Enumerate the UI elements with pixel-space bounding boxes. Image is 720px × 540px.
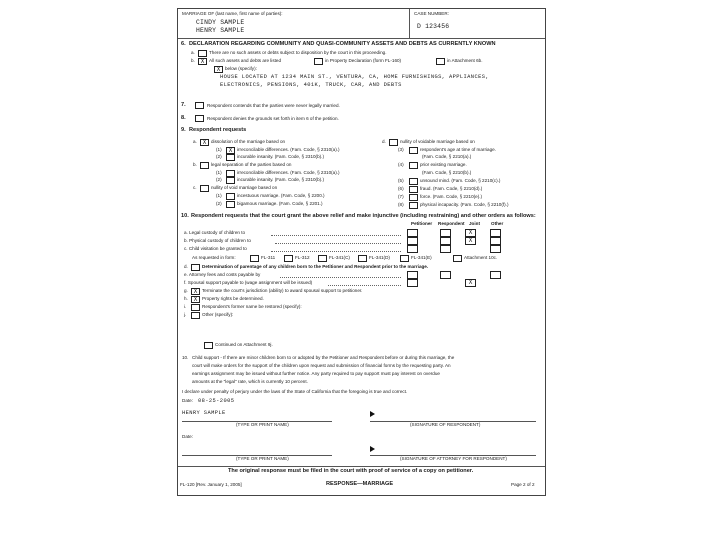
form-fl312: FL-312 — [295, 255, 310, 260]
section9d4-checkbox[interactable] — [409, 162, 418, 169]
form-fl341c-checkbox[interactable] — [318, 255, 327, 262]
spousal-support-joint[interactable]: X — [465, 279, 476, 287]
petitioner-name: CINDY SAMPLE — [196, 19, 245, 26]
physical-custody-joint[interactable]: X — [465, 237, 476, 245]
section9c-label: c. — [193, 185, 197, 190]
child-support-line2: court will make orders for the support of the children upon request and submission of financial forms by the requesting party. An — [192, 363, 451, 368]
section6-num: 6. — [181, 41, 186, 47]
section9d3-text2: (Fam. Code, § 2210(a).) — [422, 154, 472, 159]
section6b-below-text: below (specify): — [225, 66, 257, 71]
page-number: Page 2 of 2 — [511, 482, 535, 487]
attachment-10c: Attachment 10c. — [464, 255, 498, 260]
section10b-text: b. Physical custody of children to — [184, 238, 251, 243]
form-fl341c: FL-341(C) — [329, 255, 350, 260]
section10c-text: c. Child visitation be granted to — [184, 246, 247, 251]
section10e-leader — [280, 277, 401, 278]
col-petitioner: Petitioner — [411, 221, 433, 226]
section9a1-text: irreconcilable differences. (Fam. Code, § 2310(a).) — [237, 147, 340, 152]
section10i-label: i. — [184, 304, 187, 309]
section6a-text: There are no such assets or debts subject to disposition by the court in this proceeding. — [209, 50, 387, 55]
section9c1-num: (1) — [216, 193, 222, 198]
section9d8-num: (8) — [398, 202, 404, 207]
date-label-1: Date: — [182, 398, 193, 403]
legal-custody-other[interactable] — [490, 229, 501, 237]
assets-line-2: ELECTRONICS, PENSIONS, 401K, TRUCK, CAR, AND DEBTS — [220, 82, 402, 88]
type-print-label-1: (TYPE OR PRINT NAME) — [236, 422, 289, 427]
section9-num: 9. — [181, 127, 186, 133]
col-other: Other — [491, 221, 504, 226]
section9d5-text: unsound mind. (Fam. Code, § 2210(c).) — [420, 178, 501, 183]
attorney-fees-petitioner[interactable] — [407, 271, 418, 279]
section9d-checkbox[interactable] — [389, 139, 398, 146]
section9b1-num: (1) — [216, 170, 222, 175]
case-number-value: D 123456 — [417, 23, 450, 30]
physical-custody-petitioner[interactable] — [407, 237, 418, 245]
section9d6-text: fraud. (Fam. Code, § 2210(d).) — [420, 186, 483, 191]
section9c1-text: incestuous marriage. (Fam. Code, § 2200.) — [237, 193, 325, 198]
section10g-label: g. — [184, 288, 188, 293]
section10c-leader — [271, 251, 401, 252]
section10h-label: h. — [184, 296, 188, 301]
section10-num: 10. — [181, 213, 189, 219]
section9b-text: legal separation of the parties based on — [211, 162, 292, 167]
attachment-10c-checkbox[interactable] — [453, 255, 462, 262]
section9d6-num: (6) — [398, 186, 404, 191]
header-divider — [409, 9, 410, 38]
type-print-label-2: (TYPE OR PRINT NAME) — [236, 456, 289, 461]
section8-checkbox[interactable] — [195, 115, 204, 122]
respondent-name: HENRY SAMPLE — [196, 27, 245, 34]
marriage-of-label: MARRIAGE OF (last name, first name of parties): — [182, 11, 283, 16]
section9a-label: a. — [193, 139, 197, 144]
section10a-leader — [271, 235, 401, 236]
section10h-text: Property rights be determined. — [202, 296, 264, 301]
section9b-checkbox[interactable] — [200, 162, 209, 169]
section6b-text: All such assets and debts are listed — [209, 58, 282, 63]
section7-checkbox[interactable] — [195, 102, 204, 109]
section10i-text: Respondent's former name be restored (specify): — [202, 304, 302, 309]
section10j-checkbox[interactable] — [191, 312, 200, 319]
section9d5-num: (5) — [398, 178, 404, 183]
section10g-text: Terminate the court's jurisdiction (ability) to award spousal support to petitioner. — [202, 288, 363, 293]
section9a-checkbox[interactable]: X — [200, 139, 209, 146]
section6b-property-checkbox[interactable] — [314, 58, 323, 65]
child-support-line4: amounts at the "legal" rate, which is currently 10 percent. — [192, 379, 308, 384]
section9d8-text: physical incapacity. (Fam. Code, § 2210(f).) — [420, 202, 509, 207]
section6b-text3: in Attachment 6b. — [447, 58, 483, 63]
attorney-fees-other[interactable] — [490, 271, 501, 279]
form-fl341d-checkbox[interactable] — [358, 255, 367, 262]
section9-heading: Respondent requests — [189, 127, 247, 133]
form-fl341e-checkbox[interactable] — [400, 255, 409, 262]
section10h-checkbox[interactable]: X — [191, 296, 200, 303]
section9c2-checkbox[interactable] — [226, 201, 235, 208]
col-respondent: Respondent — [438, 221, 465, 226]
section9a2-text: incurable insanity. (Fam. Code, § 2310(b).) — [237, 154, 324, 159]
form-fl312-checkbox[interactable] — [284, 255, 293, 262]
section9b2-checkbox[interactable] — [226, 177, 235, 184]
section10i-checkbox[interactable] — [191, 304, 200, 311]
section9a2-checkbox[interactable] — [226, 154, 235, 161]
section10d-label: d. — [184, 264, 188, 269]
section10d-text: Determination of parentage of any children born to the Petitioner and Respondent prior to the marriage. — [202, 264, 429, 269]
section10d-checkbox[interactable] — [191, 264, 200, 271]
section9b-label: b. — [193, 162, 197, 167]
legal-custody-joint[interactable]: X — [465, 229, 476, 237]
arrow-icon — [370, 411, 375, 417]
section6b-below-checkbox[interactable]: X — [214, 66, 223, 73]
signature-respondent-label: (SIGNATURE OF RESPONDENT) — [410, 422, 481, 427]
section10g-checkbox[interactable]: X — [191, 288, 200, 295]
as-requested-text: As requested in form: — [192, 255, 236, 260]
section9d8-checkbox[interactable] — [409, 202, 418, 209]
perjury-statement: I declare under penalty of perjury under the laws of the State of California that the foregoing is true and correct. — [182, 389, 408, 394]
section10-heading: Respondent requests that the court grant the above relief and make injunctive (including restraining) and other orders as follows: — [191, 213, 536, 219]
arrow-icon — [370, 446, 375, 452]
physical-custody-respondent[interactable] — [440, 237, 451, 245]
date-value-1: 08-25-2005 — [198, 398, 235, 404]
signature-attorney-label: (SIGNATURE OF ATTORNEY FOR RESPONDENT) — [400, 456, 507, 461]
section9d4-text: prior existing marriage. — [420, 162, 467, 167]
visitation-petitioner[interactable] — [407, 245, 418, 253]
section9d-text: nullity of voidable marriage based on — [400, 139, 475, 144]
section9d3-text: respondent's age at time of marriage. — [420, 147, 496, 152]
spousal-support-petitioner[interactable] — [407, 279, 418, 287]
section6a-checkbox[interactable] — [198, 50, 207, 57]
form-fl341d: FL-341(D) — [369, 255, 390, 260]
section9d7-num: (7) — [398, 194, 404, 199]
section9d3-checkbox[interactable] — [409, 147, 418, 154]
section6b-label: b. — [191, 58, 195, 63]
section9c-checkbox[interactable] — [200, 185, 209, 192]
section9c-text: nullity of void marriage based on — [211, 185, 278, 190]
form-page — [177, 8, 546, 496]
section9c2-text: bigamous marriage. (Fam. Code, § 2201.) — [237, 201, 323, 206]
legal-custody-respondent[interactable] — [440, 229, 451, 237]
form-id: FL-120 [Rev. January 1, 2005] — [180, 482, 242, 487]
section6b-checkbox[interactable]: X — [198, 58, 207, 65]
form-fl341e: FL-341(E) — [411, 255, 432, 260]
continued-checkbox[interactable] — [204, 342, 213, 349]
notice-top-rule — [178, 466, 545, 467]
section6a-label: a. — [191, 50, 195, 55]
section9d4-num: (4) — [398, 162, 404, 167]
section6b-text2: in Property Declaration (form FL-160) — [325, 58, 402, 63]
section6b-attachment-checkbox[interactable] — [436, 58, 445, 65]
section10f-text: f. Spousal support payable to (wage assignment will be issued) — [184, 280, 313, 285]
section9a-text: dissolution of the marriage based on — [211, 139, 286, 144]
section9d-label: d. — [382, 139, 386, 144]
section9d5-checkbox[interactable] — [409, 178, 418, 185]
child-support-line3: earnings assignment may be issued without further notice. Any party required to pay support must pay interest on overdue — [192, 371, 440, 376]
section7-num: 7. — [181, 102, 186, 108]
section8-num: 8. — [181, 115, 186, 121]
section9b1-checkbox[interactable] — [226, 170, 235, 177]
section9a2-num: (2) — [216, 154, 222, 159]
section11-num: 10. — [182, 355, 189, 360]
col-joint: Joint — [469, 221, 480, 226]
filing-notice: The original response must be filed in the court with proof of service of a copy on petitioner. — [228, 468, 474, 474]
continued-text: Continued on Attachment 9j. — [215, 342, 273, 347]
date-label-2: Date: — [182, 434, 193, 439]
section9a1-checkbox[interactable]: X — [226, 147, 235, 154]
section6-heading: DECLARATION REGARDING COMMUNITY AND QUASI-COMMUNITY ASSETS AND DEBTS AS CURRENTLY KNOWN — [189, 41, 496, 47]
section10j-label: j. — [184, 312, 187, 317]
section9c1-checkbox[interactable] — [226, 193, 235, 200]
section9d3-num: (3) — [398, 147, 404, 152]
section10e-text: e. Attorney fees and costs payable by — [184, 272, 261, 277]
section10a-text: a. Legal custody of children to — [184, 230, 246, 235]
section9c2-num: (2) — [216, 201, 222, 206]
section9d4-text2: (Fam. Code, § 2210(b).) — [422, 170, 472, 175]
section10b-leader — [275, 243, 401, 244]
section9d6-checkbox[interactable] — [409, 186, 418, 193]
form-title: RESPONSE—MARRIAGE — [326, 481, 394, 487]
section9b2-text: incurable insanity. (Fam. Code, § 2310(b).) — [237, 177, 324, 182]
attorney-fees-respondent[interactable] — [440, 271, 451, 279]
section9d7-text: force. (Fam. Code, § 2210(e).) — [420, 194, 483, 199]
form-fl311-checkbox[interactable] — [250, 255, 259, 262]
section9b1-text: irreconcilable differences. (Fam. Code, § 2310(a).) — [237, 170, 340, 175]
section9d7-checkbox[interactable] — [409, 194, 418, 201]
section9a1-num: (1) — [216, 147, 222, 152]
section9b2-num: (2) — [216, 177, 222, 182]
physical-custody-other[interactable] — [490, 237, 501, 245]
case-number-label: CASE NUMBER: — [414, 11, 449, 16]
form-fl311: FL-311 — [261, 255, 276, 260]
section7-text: Respondent contends that the parties were never legally married. — [207, 103, 340, 108]
visitation-other[interactable] — [490, 245, 501, 253]
section10j-text: Other (specify): — [202, 312, 234, 317]
assets-line-1: HOUSE LOCATED AT 1234 MAIN ST., VENTURA, CA, HOME FURNISHINGS, APPLIANCES, — [220, 74, 489, 80]
child-support-line1: Child support - If there are minor children born to or adopted by the Petitioner and Respondent before or during this marriage, the — [192, 355, 455, 360]
visitation-respondent[interactable] — [440, 245, 451, 253]
signer-name: HENRY SAMPLE — [182, 410, 226, 416]
section8-text: Respondent denies the grounds set forth in item 6 of the petition. — [207, 116, 339, 121]
section10f-leader — [328, 285, 401, 286]
legal-custody-petitioner[interactable] — [407, 229, 418, 237]
header-bottom-rule — [178, 38, 545, 39]
